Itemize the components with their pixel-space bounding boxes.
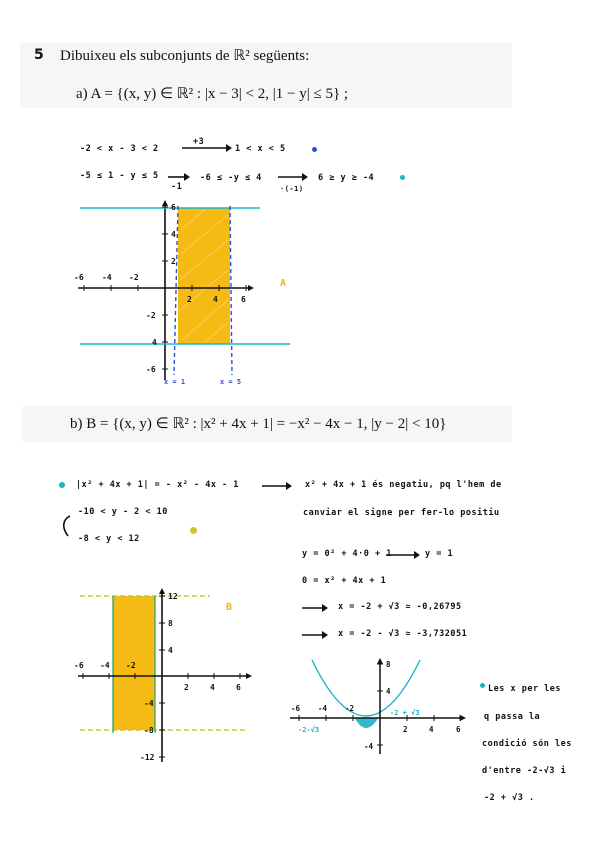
graph-a-ytick: -2	[146, 311, 156, 320]
graph-a-ytick: -6	[146, 365, 156, 374]
a-line1-right: 1 < x < 5	[235, 144, 286, 154]
a-line2-dot	[400, 175, 405, 180]
a-arrow1	[182, 143, 232, 153]
graph-b-ytick: -12	[140, 753, 155, 762]
parabola-fill	[355, 718, 379, 728]
graph-b-label: B	[226, 602, 233, 613]
b-calc1: y = 0² + 4·0 + 1	[302, 549, 392, 559]
b-explain2: canviar el signe per fer-lo positiu	[303, 508, 500, 518]
parabola-xtick: -2	[345, 704, 355, 713]
graph-a-xtick: 2	[187, 295, 192, 304]
a-line2-right: 6 ≥ y ≥ -4	[318, 173, 375, 183]
b-explain1: x² + 4x + 1 és negatiu, pq l'hem de	[305, 480, 502, 490]
parabola-graph	[288, 658, 468, 758]
b-root1: x = -2 + √3 ≃ -0,26795	[338, 602, 462, 612]
graph-b-xtick: 4	[210, 683, 215, 692]
b-brace	[60, 514, 72, 538]
graph-b-ytick: 4	[168, 646, 173, 655]
a-line1-dot	[312, 147, 317, 152]
graph-a-ytick: 4	[152, 338, 157, 347]
a-arrow2	[168, 172, 190, 182]
conclusion-bullet	[480, 683, 485, 688]
b-arrow-root1	[302, 603, 328, 613]
graph-a-label-x5: x = 5	[220, 378, 242, 386]
graph-a-region	[178, 208, 230, 344]
graph-a-xtick: 6	[241, 295, 246, 304]
b-arrow-explain	[262, 481, 292, 491]
conclusion-line4: d'entre -2-√3 i	[482, 766, 567, 776]
parabola-xtick: -4	[318, 704, 328, 713]
a-arrow3	[278, 172, 308, 182]
graph-a	[70, 200, 370, 390]
b-ineq1: -10 < y - 2 < 10	[78, 507, 168, 517]
b-arrow-root2	[302, 630, 328, 640]
parabola-xtick: 4	[429, 725, 434, 734]
graph-a-ytick: 4	[171, 230, 176, 239]
conclusion-line5: -2 + √3 .	[484, 793, 535, 803]
b-calc2: 0 = x² + 4x + 1	[302, 576, 387, 586]
graph-a-xtick: -6	[74, 273, 84, 282]
graph-b-xtick: -4	[100, 661, 110, 670]
graph-b-xtick: 6	[236, 683, 241, 692]
graph-b-xtick: -2	[126, 661, 136, 670]
graph-a-ytick: 6	[171, 203, 176, 212]
graph-b-ytick: -8	[144, 726, 154, 735]
graph-a-xtick: 4	[213, 295, 218, 304]
parabola-curve	[312, 660, 420, 716]
graph-a-line-x5	[230, 206, 232, 375]
graph-b-ytick: 12	[168, 592, 178, 601]
b-calc1-res: y = 1	[425, 549, 454, 559]
parabola-xtick: -6	[291, 704, 301, 713]
conclusion-line2: q passa la	[484, 712, 541, 722]
b-bullet	[59, 482, 65, 488]
parabola-xtick: 6	[456, 725, 461, 734]
problem-intro: Dibuixeu els subconjunts de ℝ² següents:	[60, 48, 310, 64]
graph-b-ytick: 8	[168, 619, 173, 628]
a-line2-left: -5 ≤ 1 - y ≤ 5	[80, 171, 159, 181]
parabola-ytick: -4	[364, 742, 374, 751]
graph-b-ytick: -4	[144, 699, 154, 708]
a-line2-op1: -1	[171, 182, 183, 192]
conclusion-line1: Les x per les	[488, 684, 562, 694]
b-ineq-dot	[190, 527, 197, 534]
parabola-ytick: 4	[386, 687, 391, 696]
graph-b-xtick: -6	[74, 661, 84, 670]
graph-a-label: A	[280, 278, 287, 289]
b-arrow-calc	[386, 550, 420, 560]
b-eq: |x² + 4x + 1| = - x² - 4x - 1	[76, 480, 239, 490]
b-ineq2: -8 < y < 12	[78, 534, 140, 544]
graph-b-xtick: 2	[184, 683, 189, 692]
part-b-statement: b) B = {(x, y) ∈ ℝ² : |x² + 4x + 1| = −x² − 4x − 1, |y − 2| < 10}	[70, 416, 447, 432]
parabola-root-left: -2-√3	[298, 726, 320, 734]
problem-number: 5	[34, 47, 44, 63]
graph-a-xtick: -4	[102, 273, 112, 282]
graph-a-label-x1: x = 1	[164, 378, 186, 386]
conclusion-line3: condició són les	[482, 739, 572, 749]
a-line1-op: +3	[193, 137, 205, 147]
graph-a-ytick: 2	[171, 257, 176, 266]
graph-a-xtick: -2	[129, 273, 139, 282]
part-a-statement: a) A = {(x, y) ∈ ℝ² : |x − 3| < 2, |1 − y| ≤ 5} ;	[76, 86, 349, 102]
parabola-ytick: 8	[386, 660, 391, 669]
graph-b	[70, 588, 270, 768]
parabola-xtick: 2	[403, 725, 408, 734]
a-line2-mid: -6 ≤ -y ≤ 4	[200, 173, 262, 183]
a-line2-op2: ·(-1)	[280, 185, 304, 193]
a-line1-left: -2 < x - 3 < 2	[80, 144, 159, 154]
b-root2: x = -2 - √3 ≃ -3,732051	[338, 629, 468, 639]
parabola-root-right: -2 + √3	[390, 709, 420, 717]
